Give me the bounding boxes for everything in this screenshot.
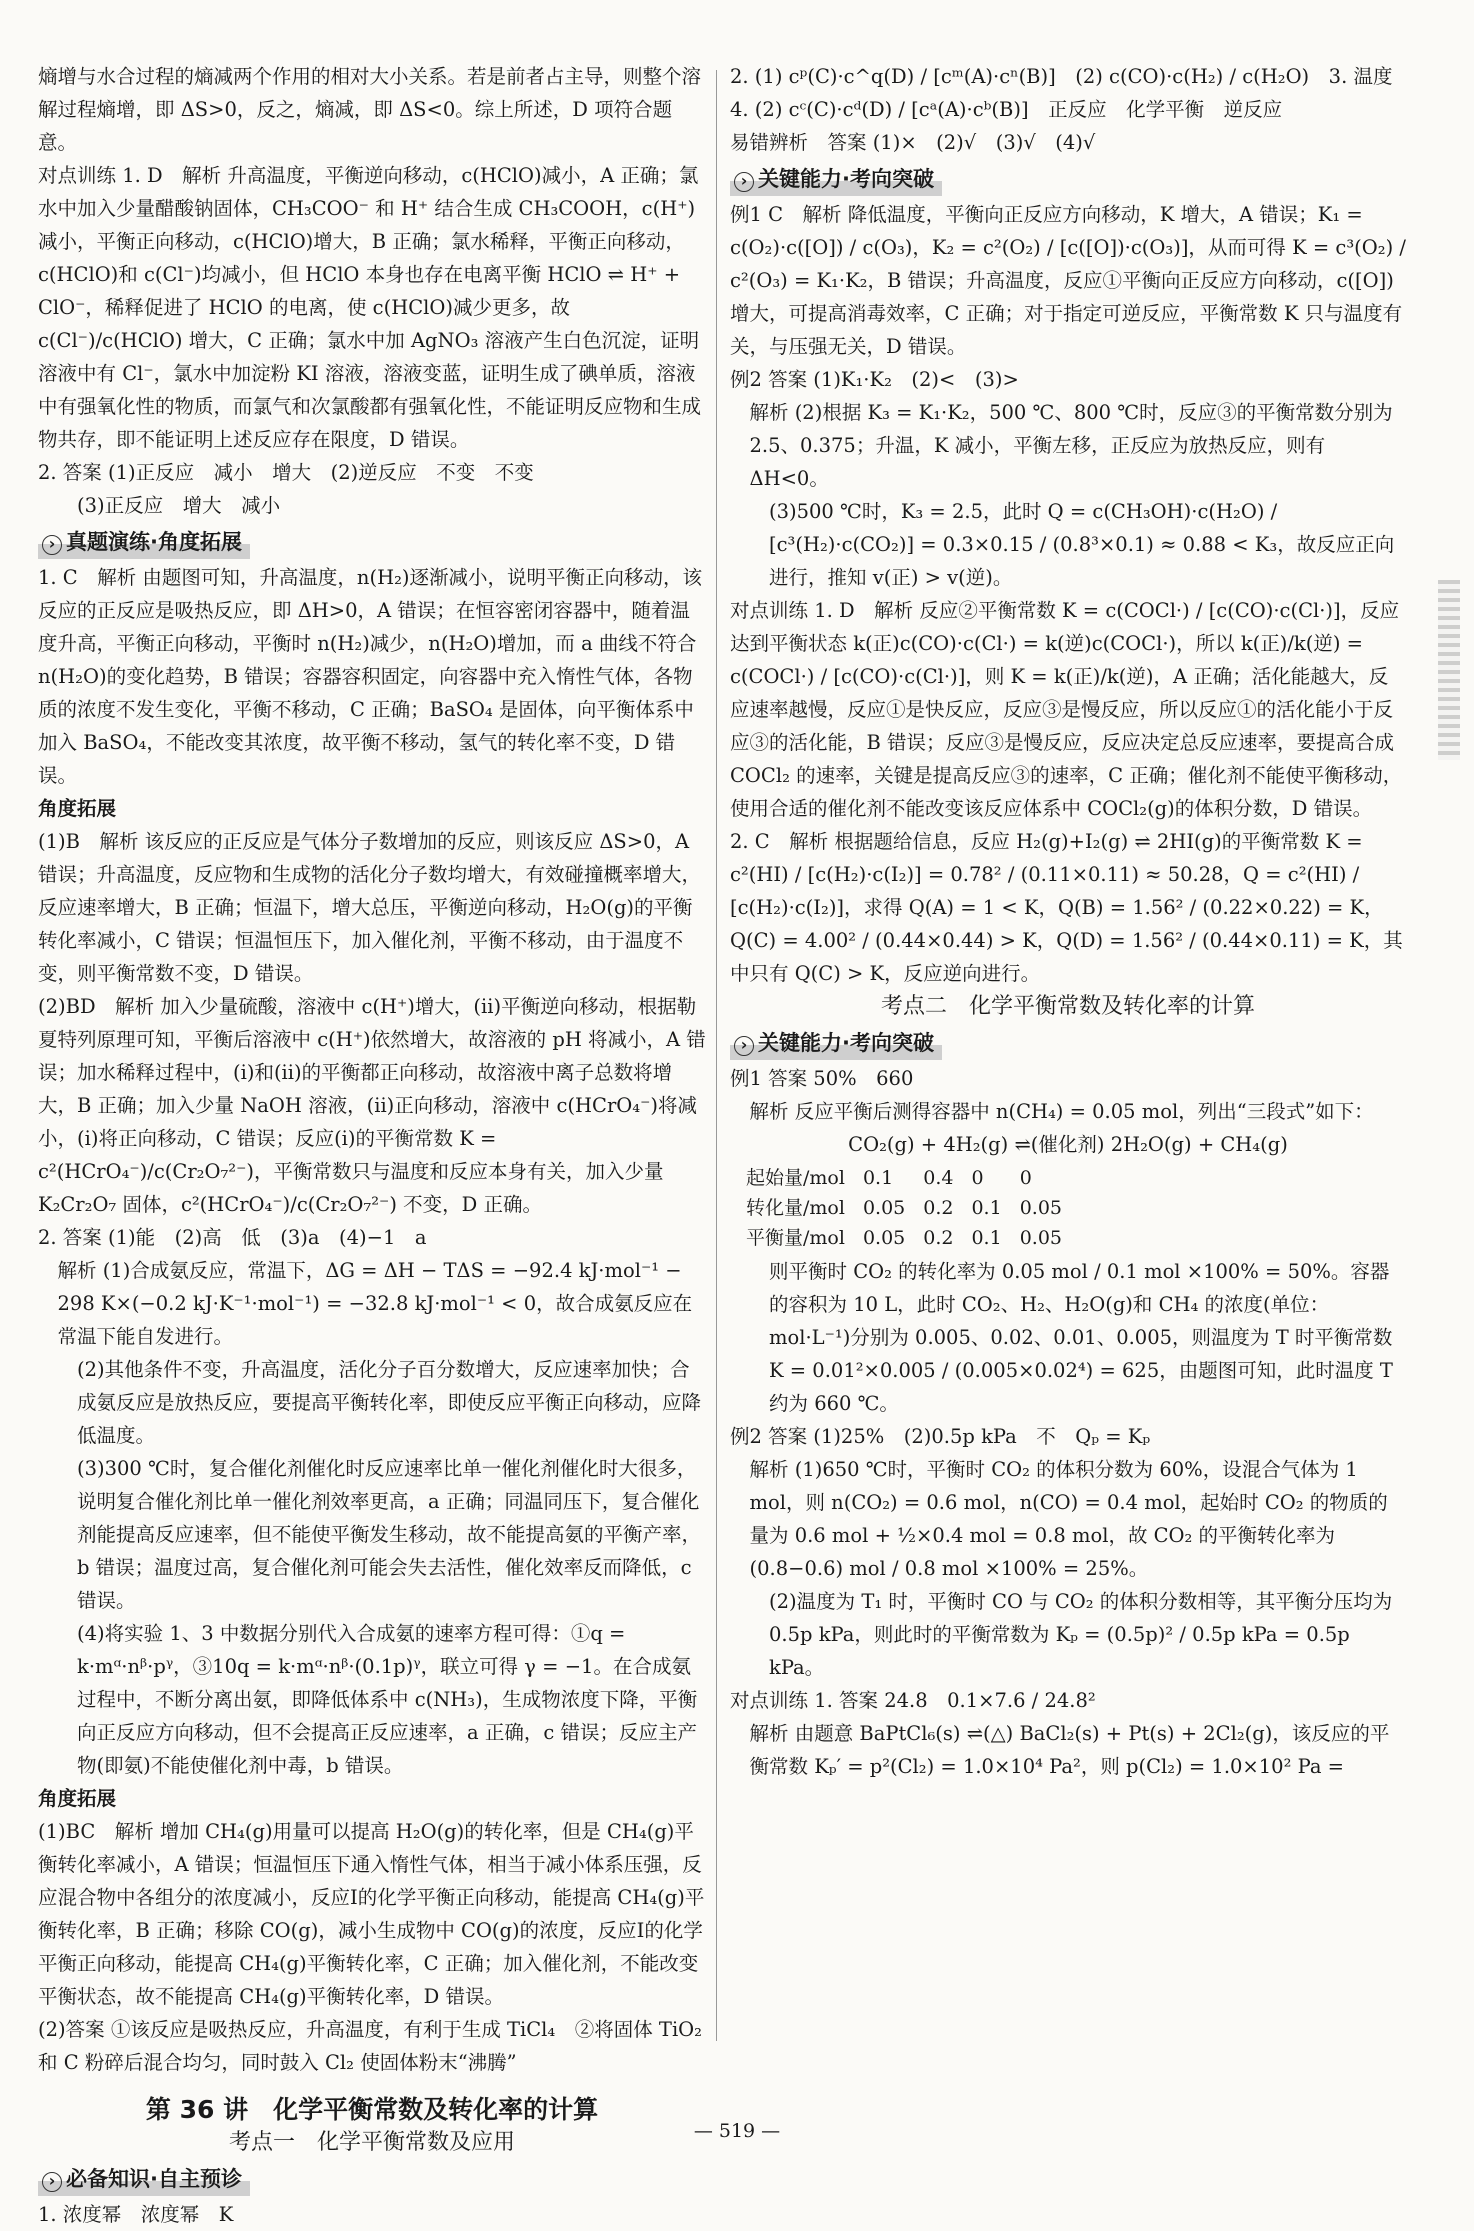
answer-line: 2. (1) cᵖ(C)·c^q(D) / [cᵐ(A)·cⁿ(B)] (2) c(CO)·c(H₂) / c(H₂O) 3. 温度 (730, 65, 1393, 88)
answer-line: 1. 浓度幂 浓度幂 K (38, 2203, 234, 2226)
equation: CO₂(g) + 4H₂(g) ⇌(催化剂) 2H₂O(g) + CH₄(g) (848, 1133, 1288, 1156)
row-label: 平衡量/mol (746, 1227, 845, 1249)
topic-title: 考点二 化学平衡常数及转化率的计算 (880, 994, 1255, 1019)
table-cell: 0.1 (971, 1197, 1002, 1219)
table-cell: 0.2 (923, 1227, 954, 1249)
section-heading: › 真题演练·角度拓展 (38, 526, 250, 559)
column-divider (716, 70, 717, 2041)
answer-line: (3)正反应 增大 减小 (77, 494, 281, 517)
table-cell: 0.2 (923, 1197, 954, 1219)
table-cell: 0.05 (862, 1197, 906, 1219)
paragraph: 解析 反应平衡后测得容器中 n(CH₄) = 0.05 mol，列出“三段式”如下： (749, 1100, 1374, 1123)
section-heading: › 关键能力·考向突破 (730, 1027, 942, 1060)
paragraph: (2)其他条件不变，升高温度，活化分子百分数增大，反应速率加快；合成氨反应是放热反应，要提高平衡转化率，即使反应平衡正向移动，应降低温度。 (77, 1358, 702, 1447)
side-scan-strip (1438, 580, 1460, 760)
table-cell: 0.05 (862, 1227, 906, 1249)
paragraph: 熵增与水合过程的熵减两个作用的相对大小关系。若是前者占主导，则整个溶解过程熵增，即 ΔS>0，反之，熵减，即 ΔS<0。综上所述，D 项符合题意。 (38, 65, 702, 154)
paragraph: 2. C 解析 根据题给信息，反应 H₂(g)+I₂(g) ⇌ 2HI(g)的平衡常数 K = c²(HI) / [c(H₂)·c(I₂)] = 0.78² / (0.11×0.11) ≈ 50.28，Q = c²(HI) / [c(H₂)·c(I₂)]，求得 Q(A) = 1 < K，Q(B) = 1.56² / (0.22×0.22) = K，Q(C) = 4.00² / (0.44×0.44) > K，Q(D) = 1.56² / (0.44×0.11) = K，其中只有 Q(C) > K，反应逆向进行。 (730, 830, 1403, 985)
topic-title: 考点一 化学平衡常数及应用 (228, 2130, 515, 2155)
table-cell: 0.4 (923, 1167, 954, 1189)
table-cell: 0.05 (1019, 1227, 1062, 1249)
answer-line: 2. 答案 (1)正反应 减小 增大 (2)逆反应 不变 不变 (38, 461, 534, 484)
lecture-title: 第 36 讲 化学平衡常数及转化率的计算 (145, 2095, 599, 2124)
paragraph: 解析 (1)650 ℃时，平衡时 CO₂ 的体积分数为 60%，设混合气体为 1 mol，则 n(CO₂) = 0.6 mol，n(CO) = 0.4 mol，起始时 CO₂ 的物质的量为 0.6 mol + ½×0.4 mol = 0.8 mol，故 CO₂ 的平衡转化率为 (0.8−0.6) mol / 0.8 mol ×100% = 25%。 (749, 1458, 1388, 1580)
paragraph: (1)BC 解析 增加 CH₄(g)用量可以提高 H₂O(g)的转化率，但是 CH₄(g)平衡转化率减小，A 错误；恒温恒压下通入惰性气体，相当于减小体系压强，反应混合物中各组分的浓度减小，反应Ⅰ的化学平衡正向移动，能提高 CH₄(g)平衡转化率，B 正确；移除 CO(g)，减小生成物中 CO(g)的浓度，反应Ⅰ的化学平衡正向移动，能提高 CH₄(g)平衡转化率，C 正确；加入催化剂，不能改变平衡状态，故不能提高 CH₄(g)平衡转化率，D 错误。 (38, 1820, 705, 2008)
answer-line: 易错辨析 答案 (1)× (2)√ (3)√ (4)√ (730, 131, 1096, 154)
table-cell: 0 (1019, 1167, 1032, 1189)
paragraph: 对点训练 1. D 解析 反应②平衡常数 K = c(COCl·) / [c(CO)·c(Cl·)]，反应达到平衡状态 k(正)c(CO)·c(Cl·) = k(逆)c(COCl·)，所以 k(正)/k(逆) = c(COCl·) / [c(CO)·c(Cl·)]，则 K = k(正)/k(逆)，A 正确；活化能越大，反应速率越慢，反应①是快反应，反应③是慢反应，所以反应①的活化能小于反应③的活化能，B 错误；反应③是慢反应，反应决定总反应速率，要提高合成 COCl₂ 的速率，关键是提高反应③的速率，C 正确；催化剂不能使平衡移动，使用合适的催化剂不能改变该反应体系中 COCl₂(g)的体积分数，D 错误。 (730, 599, 1403, 820)
table-cell: 0.1 (971, 1227, 1002, 1249)
row-label: 转化量/mol (746, 1197, 845, 1219)
paragraph: 1. C 解析 由题图可知，升高温度，n(H₂)逐渐减小，说明平衡正向移动，该反应的正反应是吸热反应，即 ΔH>0，A 错误；在恒容密闭容器中，随着温度升高，平衡正向移动，平衡时 n(H₂)减少，n(H₂O)增加，而 a 曲线不符合 n(H₂O)的变化趋势，B 错误；容器容积固定，向容器中充入惰性气体，各物质的浓度不发生变化，平衡不移动，C 正确；BaSO₄ 是固体，向平衡体系中加入 BaSO₄，不能改变其浓度，故平衡不移动，氢气的转化率不变，D 错误。 (38, 566, 703, 787)
table-row (746, 1163, 1080, 1193)
paragraph: (3)300 ℃时，复合催化剂催化时反应速率比单一催化剂催化时大很多，说明复合催化剂比单一催化剂效率更高，a 正确；同温同压下，复合催化剂能提高反应速率，但不能使平衡发生移动，故不能提高氨的平衡产率，b 错误；温度过高，复合催化剂可能会失去活性，催化效率反而降低，c 错误。 (77, 1457, 702, 1612)
paragraph: (4)将实验 1、3 中数据分别代入合成氨的速率方程可得：①q = k·mᵅ·nᵝ·pᵞ，③10q = k·mᵅ·nᵝ·(0.1p)ᵞ，联立可得 γ = −1。在合成氨过程中，不断分离出氨，即降低体系中 c(NH₃)，生成物浓度下降，平衡向正反应方向移动，但不会提高正反应速率，a 正确，c 错误；反应主产物(即氨)不能使催化剂中毒，b 错误。 (77, 1622, 698, 1777)
table-row (746, 1193, 1080, 1223)
answer-line: 例2 答案 (1)K₁·K₂ (2)< (3)> (730, 368, 1019, 391)
section-heading: › 必备知识·自主预诊 (38, 2163, 250, 2196)
table-cell: 0.1 (862, 1167, 894, 1189)
paragraph: 则平衡时 CO₂ 的转化率为 0.05 mol / 0.1 mol ×100% = 50%。容器的容积为 10 L，此时 CO₂、H₂、H₂O(g)和 CH₄ 的浓度(单位：mol·L⁻¹)分别为 0.005、0.02、0.01、0.005，则温度为 T 时平衡常数 K = 0.01²×0.005 / (0.005×0.02⁴) = 625，由题图可知，此时温度 T 约为 660 ℃。 (769, 1260, 1393, 1415)
paragraph: 解析 (1)合成氨反应，常温下，ΔG = ΔH − TΔS = −92.4 kJ·mol⁻¹ − 298 K×(−0.2 kJ·K⁻¹·mol⁻¹) = −32.8 kJ·mol⁻¹ < 0，故合成氨反应在常温下能自发进行。 (57, 1259, 693, 1348)
table-cell: 0.05 (1019, 1197, 1062, 1219)
answer-line: 2. 答案 (1)能 (2)高 低 (3)a (4)−1 a (38, 1226, 427, 1249)
paragraph: 例1 C 解析 降低温度，平衡向正反应方向移动，K 增大，A 错误；K₁ = c(O₂)·c([O]) / c(O₃)，K₂ = c²(O₂) / [c([O])·c(O₃)]，从而可得 K = c³(O₂) / c²(O₃) = K₁·K₂，B 错误；升高温度，反应①平衡向正反应方向移动，c([O])增大，可提高消毒效率，C 正确；对于指定可逆反应，平衡常数 K 只与温度有关，与压强无关，D 错误。 (730, 203, 1406, 358)
paragraph: (3)500 ℃时，K₃ = 2.5，此时 Q = c(CH₃OH)·c(H₂O) / [c³(H₂)·c(CO₂)] = 0.3×0.15 / (0.8³×0.1) ≈ 0.88 < K₃，故反应正向进行，推知 v(正) > v(逆)。 (769, 500, 1395, 589)
paragraph: (2)温度为 T₁ 时，平衡时 CO 与 CO₂ 的体积分数相等，其平衡分压均为 0.5p kPa，则此时的平衡常数为 Kₚ = (0.5p)² / 0.5p kPa = 0.5p kPa。 (769, 1590, 1393, 1679)
table-row (746, 1223, 1080, 1253)
subheading: 角度拓展 (38, 1787, 117, 1810)
subheading: 角度拓展 (38, 797, 117, 820)
paragraph: 解析 由题意 BaPtCl₆(s) ⇌(△) BaCl₂(s) + Pt(s) + 2Cl₂(g)，该反应的平衡常数 Kₚ′ = p²(Cl₂) = 1.0×10⁴ Pa²，则 p(Cl₂) = 1.0×10² Pa = (749, 1722, 1390, 1778)
answer-line: 对点训练 1. 答案 24.8 0.1×7.6 / 24.8² (730, 1689, 1096, 1712)
section-heading: › 关键能力·考向突破 (730, 163, 942, 196)
paragraph: 对点训练 1. D 解析 升高温度，平衡逆向移动，c(HClO)减小，A 正确；氯水中加入少量醋酸钠固体，CH₃COO⁻ 和 H⁺ 结合生成 CH₃COOH，c(H⁺)减小，平衡正向移动，c(HClO)增大，B 正确；氯水稀释，平衡正向移动，c(HClO)和 c(Cl⁻)均减小，但 HClO 本身也存在电离平衡 HClO ⇌ H⁺ + ClO⁻，稀释促进了 HClO 的电离，使 c(HClO)减少更多，故 c(Cl⁻)/c(HClO) 增大，C 正确；氯水中加 AgNO₃ 溶液产生白色沉淀，证明溶液中有 Cl⁻，氯水中加淀粉 KI 溶液，溶液变蓝，证明生成了碘单质，溶液中有强氧化性的物质，而氯气和次氯酸都有强氧化性，不能证明反应物和生成物共存，即不能证明上述反应存在限度，D 错误。 (38, 164, 702, 451)
row-label: 起始量/mol (746, 1167, 845, 1189)
table-cell: 0 (971, 1167, 984, 1189)
paragraph: (2)BD 解析 加入少量硫酸，溶液中 c(H⁺)增大，(ⅱ)平衡逆向移动，根据勒夏特列原理可知，平衡后溶液中 c(H⁺)依然增大，故溶液的 pH 将减小，A 错误；加水稀释过程中，(ⅰ)和(ⅱ)的平衡都正向移动，故溶液中离子总数将增大，B 正确；加入少量 NaOH 溶液，(ⅱ)正向移动，溶液中 c(HCrO₄⁻)将减小，(ⅰ)将正向移动，C 错误；反应(ⅰ)的平衡常数 K = c²(HCrO₄⁻)/c(Cr₂O₇²⁻)，平衡常数只与温度和反应本身有关，加入少量 K₂Cr₂O₇ 固体，c²(HCrO₄⁻)/c(Cr₂O₇²⁻) 不变，D 正确。 (38, 995, 706, 1216)
paragraph: (1)B 解析 该反应的正反应是气体分子数增加的反应，则该反应 ΔS>0，A 错误；升高温度，反应物和生成物的活化分子数均增大，有效碰撞概率增大，反应速率增大，B 正确；恒温下，增大总压，平衡逆向移动，H₂O(g)的平衡转化率减小，C 错误；恒温恒压下，加入催化剂，平衡不移动，由于温度不变，则平衡常数不变，D 错误。 (38, 830, 702, 985)
paragraph: 解析 (2)根据 K₃ = K₁·K₂，500 ℃、800 ℃时，反应③的平衡常数分别为 2.5、0.375；升温，K 减小，平衡左移，正反应为放热反应，则有 ΔH<0。 (749, 401, 1393, 490)
right-column (730, 60, 1406, 2081)
three-stage-table (746, 1163, 1080, 1253)
paragraph: (2)答案 ①该反应是吸热反应，升高温度，有利于生成 TiCl₄ ②将固体 TiO₂ 和 C 粉碎后混合均匀，同时鼓入 Cl₂ 使固体粉末“沸腾” (38, 2018, 702, 2074)
answer-line: 4. (2) cᶜ(C)·cᵈ(D) / [cᵃ(A)·cᵇ(B)] 正反应 化学平衡 逆反应 (730, 98, 1283, 121)
answer-line: 例1 答案 50% 660 (730, 1067, 914, 1090)
page-number: — 519 — (693, 2120, 781, 2142)
left-column (38, 60, 706, 2226)
answer-line: 例2 答案 (1)25% (2)0.5p kPa 不 Qₚ = Kₚ (730, 1425, 1151, 1448)
